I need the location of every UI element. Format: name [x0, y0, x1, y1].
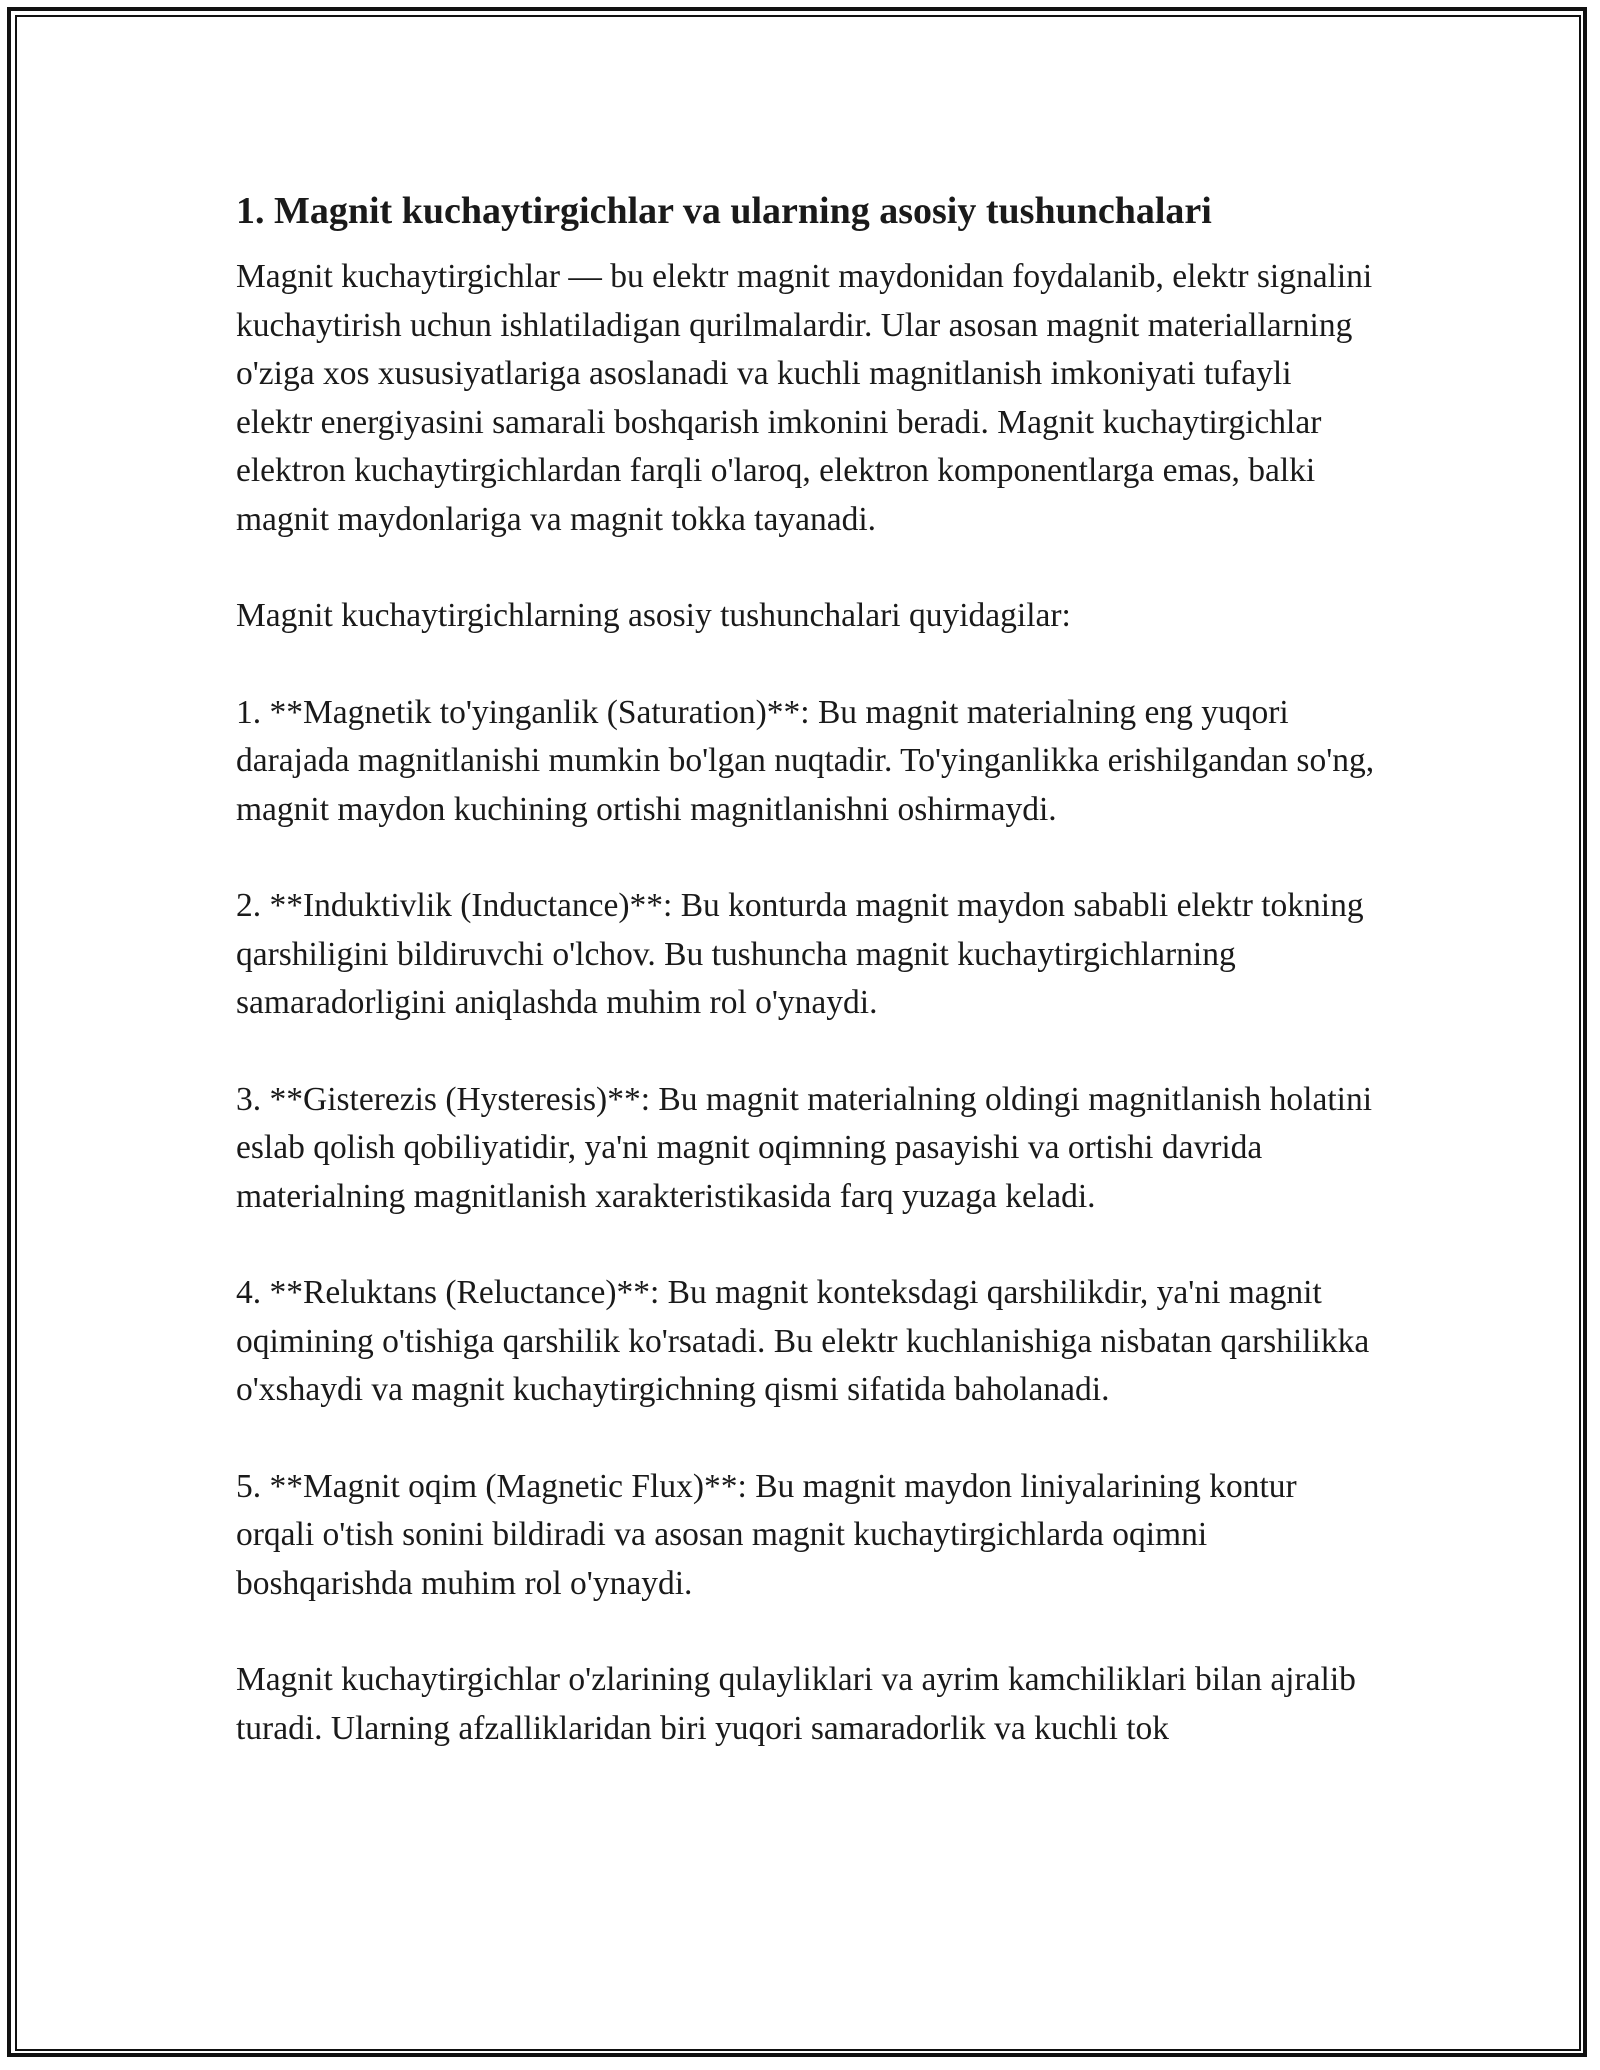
- document-body: [236, 185, 1376, 1801]
- concept-saturation-paragraph: 1. **Magnetik to'yinganlik (Saturation)**: Bu magnit materialning eng yuqori darajada magnitlanishi mumkin bo'lgan nuqtadir. To'yinganlikka erishilgandan so'ng, magnit maydon kuchining ortishi magnitlanishni oshirmaydi.: [236, 693, 1375, 828]
- concept-hysteresis-paragraph: 3. **Gisterezis (Hysteresis)**: Bu magnit materialning oldingi magnitlanish holatini eslab qolish qobiliyatidir, ya'ni magnit oqimning pasayishi va ortishi davrida materialning magnitlanish xarakteristikasida farq yuzaga keladi.: [236, 1080, 1373, 1215]
- section-title: 1. Magnit kuchaytirgichlar va ularning asosiy tushunchalari: [236, 190, 1212, 232]
- intro-paragraph: Magnit kuchaytirgichlar — bu elektr magnit maydonidan foydalanib, elektr signalini kuchaytirish uchun ishlatiladigan qurilmalardir. Ular asosan magnit materiallarning o'ziga xos xususiyatlariga asoslanadi va kuchli magnitlanish imkoniyati tufayli elektr energiyasini samarali boshqarish imkonini beradi. Magnit kuchaytirgichlar elektron kuchaytirgichlardan farqli o'laroq, elektron komponentlarga emas, balki magnit maydonlariga va magnit tokka tayanadi.: [236, 258, 1373, 538]
- concepts-lead-paragraph: Magnit kuchaytirgichlarning asosiy tushunchalari quyidagilar:: [236, 597, 1071, 634]
- concept-inductance-paragraph: 2. **Induktivlik (Inductance)**: Bu konturda magnit maydon sababli elektr tokning qarshiligini bildiruvchi o'lchov. Bu tushuncha magnit kuchaytirgichlarning samaradorligini aniqlashda muhim rol o'ynaydi.: [236, 887, 1364, 1021]
- concept-reluctance-paragraph: 4. **Reluktans (Reluctance)**: Bu magnit konteksdagi qarshilikdir, ya'ni magnit oqimining o'tishiga qarshilik ko'rsatadi. Bu elektr kuchlanishiga nisbatan qarshilikka o'xshaydi va magnit kuchaytirgichning qismi sifatida baholanadi.: [236, 1274, 1370, 1408]
- concept-magnetic-flux-paragraph: 5. **Magnit oqim (Magnetic Flux)**: Bu magnit maydon liniyalarining kontur orqali o'tish sonini bildiradi va asosan magnit kuchaytirgichlarda oqimni boshqarishda muhim rol o'ynaydi.: [236, 1467, 1297, 1602]
- advantages-paragraph: Magnit kuchaytirgichlar o'zlarining qulayliklari va ayrim kamchiliklari bilan ajralib turadi. Ularning afzalliklaridan biri yuqori samaradorlik va kuchli tok: [236, 1661, 1356, 1747]
